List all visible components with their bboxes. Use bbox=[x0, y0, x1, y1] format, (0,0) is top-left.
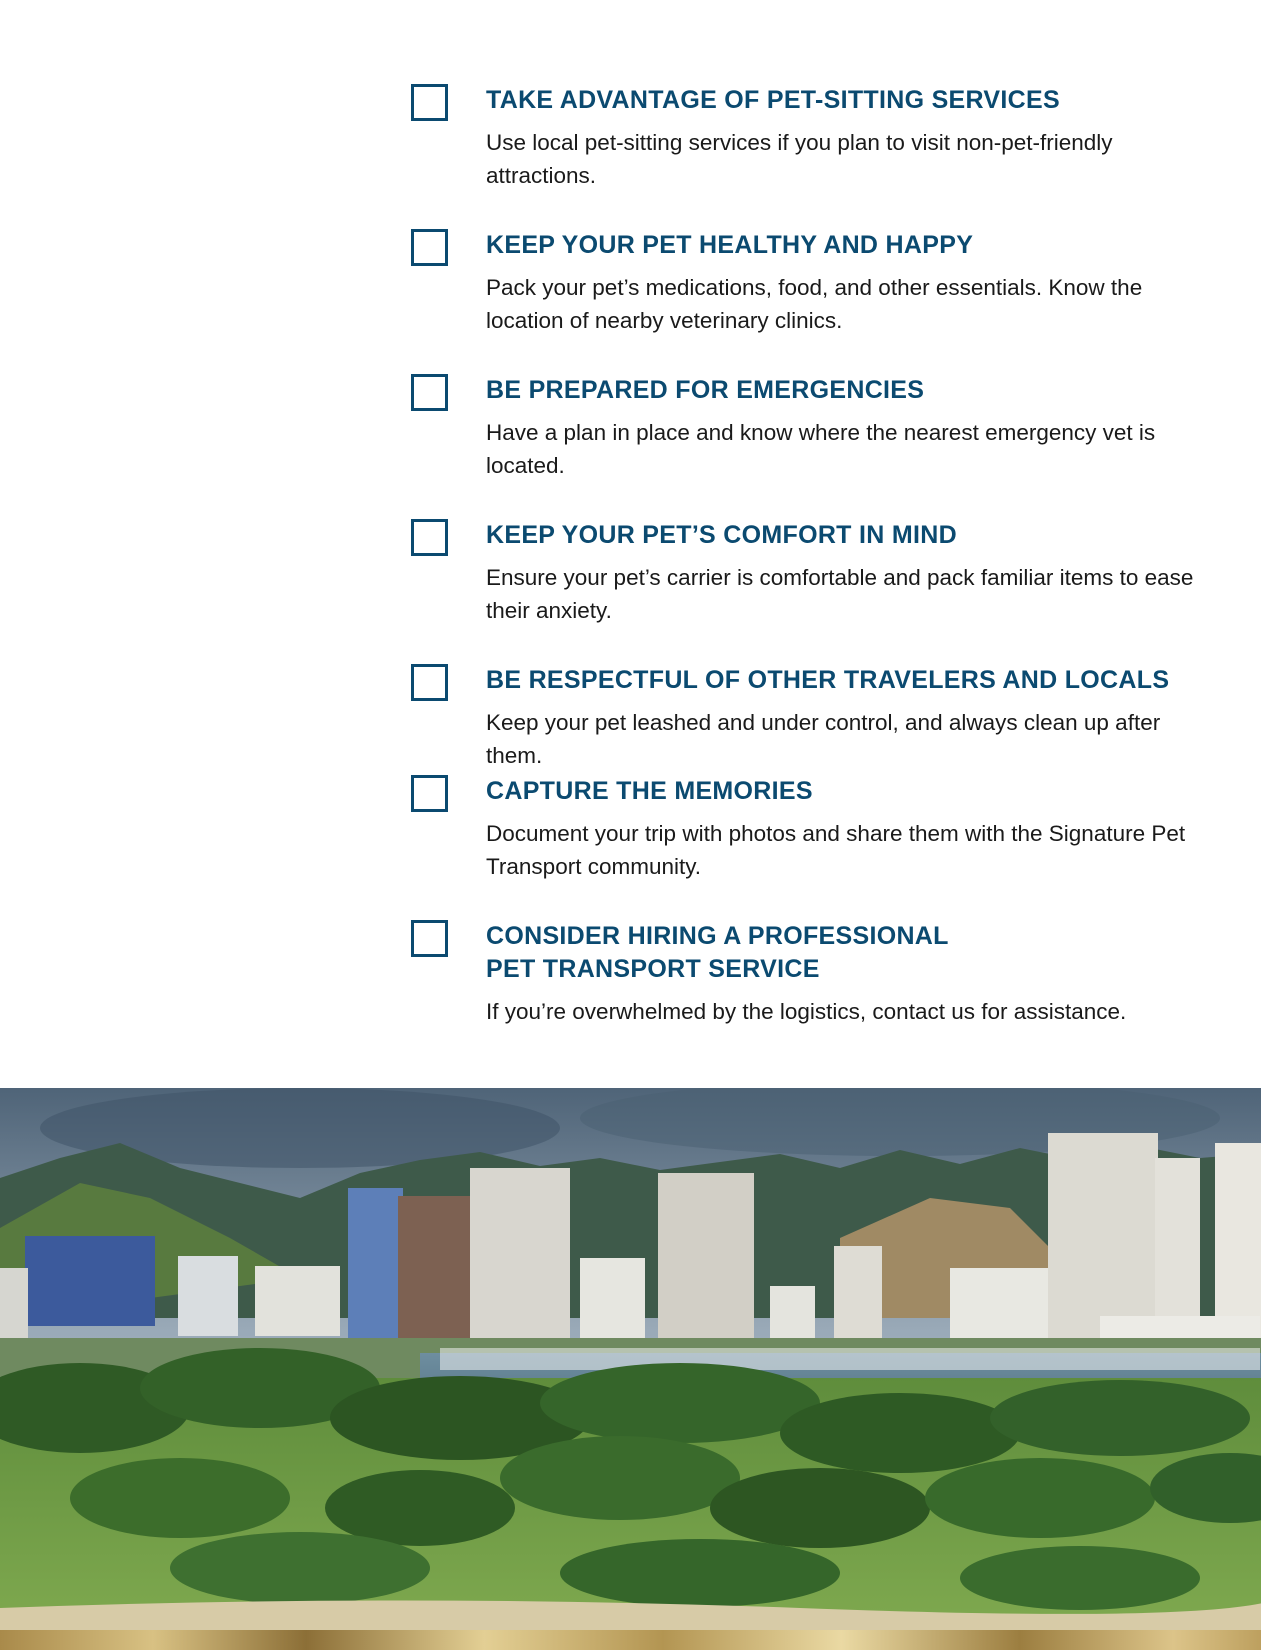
checkbox[interactable] bbox=[411, 374, 448, 411]
item-description: Ensure your pet’s carrier is comfortable and pack familiar items to ease their anxiety. bbox=[486, 565, 1194, 623]
item-title: BE PREPARED FOR EMERGENCIES bbox=[486, 376, 925, 404]
checkbox[interactable] bbox=[411, 920, 448, 957]
item-text bbox=[486, 84, 1211, 192]
item-text bbox=[486, 664, 1211, 772]
checkbox[interactable] bbox=[411, 519, 448, 556]
honolulu-skyline-photo bbox=[0, 1088, 1275, 1630]
item-description: Use local pet-sitting services if you plan to visit non-pet-friendly attractions. bbox=[486, 130, 1113, 188]
gold-foil-strip bbox=[0, 1630, 1275, 1650]
item-text bbox=[486, 775, 1211, 883]
item-title: CAPTURE THE MEMORIES bbox=[486, 777, 813, 805]
item-title: KEEP YOUR PET’S COMFORT IN MIND bbox=[486, 521, 957, 549]
page-edge bbox=[1261, 0, 1275, 1650]
item-text bbox=[486, 920, 1211, 1028]
item-description: Document your trip with photos and share them with the Signature Pet Transport community. bbox=[486, 821, 1186, 879]
item-description: If you’re overwhelmed by the logistics, contact us for assistance. bbox=[486, 999, 1127, 1024]
item-title: BE RESPECTFUL OF OTHER TRAVELERS AND LOCALS bbox=[486, 666, 1170, 694]
item-description: Have a plan in place and know where the nearest emergency vet is located. bbox=[486, 420, 1156, 478]
checkbox[interactable] bbox=[411, 84, 448, 121]
item-text bbox=[486, 229, 1211, 337]
item-title: TAKE ADVANTAGE OF PET-SITTING SERVICES bbox=[486, 86, 1060, 114]
item-description: Pack your pet’s medications, food, and other essentials. Know the location of nearby veterinary clinics. bbox=[486, 275, 1143, 333]
item-description: Keep your pet leashed and under control, and always clean up after them. bbox=[486, 710, 1161, 768]
item-text bbox=[486, 374, 1211, 482]
checkbox[interactable] bbox=[411, 229, 448, 266]
checkbox[interactable] bbox=[411, 664, 448, 701]
item-text bbox=[486, 519, 1211, 627]
item-title: KEEP YOUR PET HEALTHY AND HAPPY bbox=[486, 231, 974, 259]
checkbox[interactable] bbox=[411, 775, 448, 812]
item-title: CONSIDER HIRING A PROFESSIONAL PET TRANSPORT SERVICE bbox=[486, 922, 949, 983]
